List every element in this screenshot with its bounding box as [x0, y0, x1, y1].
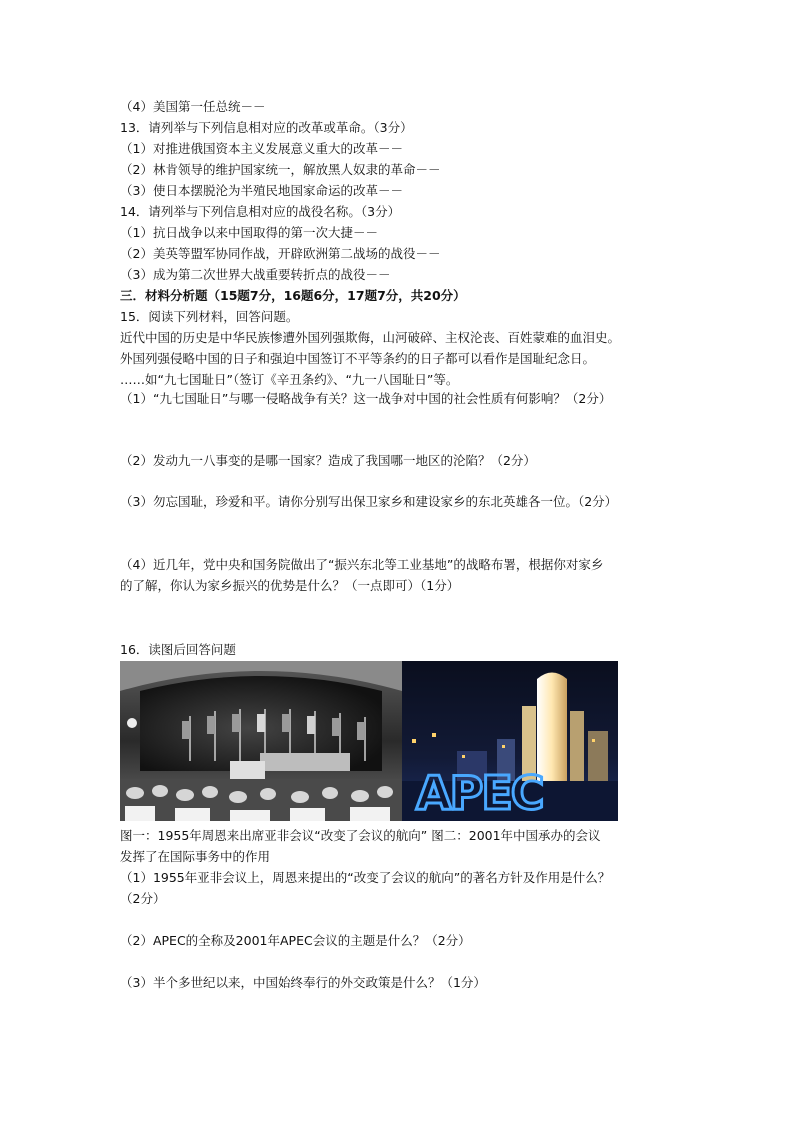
- q15-material-line1: 近代中国的历史是中华民族惨遭外国列强欺侮，山河破碎、主权沦丧、百姓蒙难的血泪史。: [120, 330, 621, 345]
- q15-title: 15．阅读下列材料，回答问题。: [120, 309, 299, 324]
- figure-caption-line2: 发挥了在国际事务中的作用: [120, 849, 271, 864]
- q14-2-text: （2）美英等盟军协同作战，开辟欧洲第二战场的战役－－: [120, 246, 441, 261]
- figure-caption-line1: 图一：1955年周恩来出席亚非会议“改变了会议的航向” 图二：2001年中国承办的会议: [120, 828, 601, 843]
- apec-shanghai-night-photo: [402, 661, 618, 821]
- q15-4-text-line1: （4）近几年，党中央和国务院做出了“振兴东北等工业基地”的战略布署，根据你对家乡: [120, 557, 604, 572]
- q14-3-text: （3）成为第二次世界大战重要转折点的战役－－: [120, 267, 391, 282]
- q14-title: 14．请列举与下列信息相对应的战役名称。（3分）: [120, 204, 401, 219]
- q15-material-line3: ……如“九七国耻日”（签订《辛丑条约》、“九一八国耻日”等。: [120, 372, 459, 387]
- apec-sign-text: APEC: [416, 766, 543, 820]
- section3-heading: 三．材料分析题（15题7分，16题6分，17题7分，共20分）: [120, 288, 466, 303]
- q16-3-text: （3）半个多世纪以来，中国始终奉行的外交政策是什么？（1分）: [120, 975, 486, 990]
- q13-1-text: （1）对推进俄国资本主义发展意义重大的改革－－: [120, 141, 403, 156]
- q13-3-text: （3）使日本摆脱沦为半殖民地国家命运的改革－－: [120, 183, 403, 198]
- q14-1-text: （1）抗日战争以来中国取得的第一次大捷－－: [120, 225, 378, 240]
- q15-3-text: （3）勿忘国耻，珍爱和平。请你分别写出保卫家乡和建设家乡的东北英雄各一位。（2分）: [120, 494, 618, 509]
- q16-2-text: （2）APEC的全称及2001年APEC会议的主题是什么？（2分）: [120, 933, 471, 948]
- q13-2-text: （2）林肯领导的维护国家统一，解放黑人奴隶的革命－－: [120, 162, 441, 177]
- q16-title: 16．读图后回答问题: [120, 642, 236, 657]
- q16-1-text-line1: （1）1955年亚非会议上，周恩来提出的“改变了会议的航向”的著名方针及作用是什么？: [120, 870, 611, 885]
- q12-4-text: （4）美国第一任总统－－: [120, 99, 266, 114]
- bandung-conference-photo: [120, 661, 402, 821]
- q15-2-text: （2）发动九一八事变的是哪一国家？造成了我国哪一地区的沦陷？（2分）: [120, 453, 536, 468]
- q15-material-line2: 外国列强侵略中国的日子和强迫中国签订不平等条约的日子都可以看作是国耻纪念日。: [120, 351, 596, 366]
- q15-1-text: （1）“九七国耻日”与哪一侵略战争有关？这一战争对中国的社会性质有何影响？（2分）: [120, 391, 612, 406]
- q16-1-text-line2: （2分）: [120, 891, 166, 906]
- q15-4-text-line2: 的了解，你认为家乡振兴的优势是什么？（一点即可）（1分）: [120, 578, 460, 593]
- q13-title: 13．请列举与下列信息相对应的改革或革命。（3分）: [120, 120, 413, 135]
